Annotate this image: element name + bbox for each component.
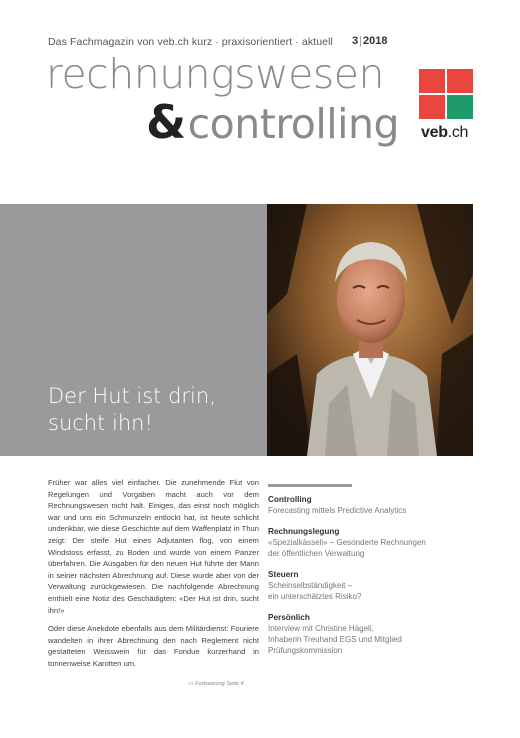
toc-entry-persoenlich[interactable] (268, 612, 468, 656)
masthead-ampersand: & (146, 95, 186, 149)
toc-description: Forecasting mittels Predictive Analytics (268, 506, 407, 515)
toc-description: Inhaberin Treuhand EGS und Mitglied (268, 635, 402, 644)
toc-section-title: Persönlich (268, 613, 310, 622)
issue-year: 2018 (362, 35, 388, 47)
toc-description: Scheinselbständigkeit – (268, 581, 353, 590)
toc-description: «Spezialkässeli» – Gesonderte Rechnungen (268, 538, 426, 547)
toc-section-title: Steuern (268, 570, 299, 579)
logo-wordmark-veb: veb (421, 124, 448, 141)
toc-entry-rechnungslegung[interactable] (268, 526, 468, 559)
logo-square-red-2 (447, 69, 473, 93)
article-body (48, 477, 259, 677)
logo-square-red-3 (419, 95, 445, 119)
toc-divider (268, 484, 352, 487)
logo-wordmark-ch: .ch (447, 124, 469, 141)
toc-description: ein unterschätztes Risiko? (268, 592, 362, 601)
masthead-title-controlling: controlling (187, 100, 400, 148)
cover-headline-line1: Der Hut ist drin, (48, 384, 216, 408)
toc-section-title: Controlling (268, 495, 312, 504)
toc-description: der öffentlichen Verwaltung (268, 549, 365, 558)
portrait-illustration (267, 204, 473, 456)
toc-description: Interview mit Christine Hägeli, (268, 624, 374, 633)
cover-headline-line2: sucht ihn! (48, 411, 153, 435)
issue-separator: | (359, 35, 362, 47)
toc-description: Prüfungskommission (268, 646, 343, 655)
masthead-title-line1: rechnungswesen (46, 50, 384, 98)
veb-logo-icon (419, 69, 477, 123)
table-of-contents (268, 494, 468, 666)
article-paragraph-1: Früher war alles viel einfacher. Die zunehmende Flut von Regelungen und Vorgaben macht auch vor dem Rechnungswesen nicht halt. Einiges, das einst noch möglich war und uns ein Schmunzeln entlockt hat, ist heute schlicht undenkbar, wie diese Geschichte auf dem Waffenplatz in Thun zeigt: Der steife Hut eines Adjutanten flog, von einem Windstoss erfasst, zu Boden und wurde von einem Panzer überfahren. Die Ausgaben für den neuen Hut führte der Mann in seiner nächsten Abrechnung auf. Diese wurde aber von der Verwaltung zurückgewiesen. Die nachfolgende Abrechnung enthielt eine Notiz des Geschädigten: «Der Hut ist drin, sucht ihn!» (48, 478, 259, 615)
portrait-photo (267, 204, 473, 456)
magazine-tagline: Das Fachmagazin von veb.ch kurz · praxisorientiert · aktuell (48, 36, 333, 48)
logo-square-green (447, 95, 473, 119)
logo-square-red-1 (419, 69, 445, 93)
masthead-title-line2 (146, 95, 400, 149)
toc-entry-steuern[interactable] (268, 569, 468, 602)
logo-wordmark (421, 124, 468, 142)
continuation-link[interactable]: ››› Fortsetzung Seite 4 (188, 681, 244, 687)
cover-headline (48, 383, 216, 437)
toc-section-title: Rechnungslegung (268, 527, 340, 536)
article-paragraph-2: Oder diese Anekdote ebenfalls aus dem Militärdienst: Fouriere wandelten in ihrer Abrechnung den nach Reglement nicht gestatteten Weisswein für das Fondue kurzerhand in tonnenweise Karotten um. (48, 624, 259, 668)
issue-number-value: 3 (352, 35, 359, 47)
issue-number (352, 35, 387, 47)
toc-entry-controlling[interactable] (268, 494, 468, 516)
